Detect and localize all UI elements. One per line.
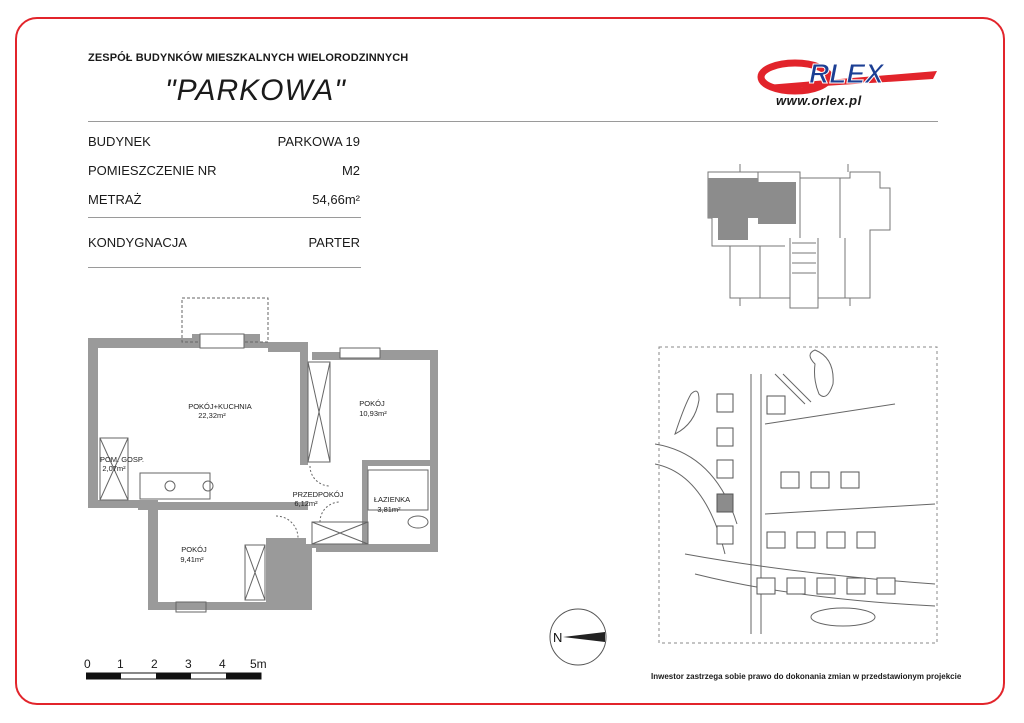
detail-label-floor: KONDYGNACJA (88, 235, 187, 250)
disclaimer-text: Inwestor zastrzega sobie prawo do dokonania zmian w przedstawionym projekcie (651, 672, 962, 681)
detail-label-area: METRAŻ (88, 192, 142, 207)
website-url[interactable]: www.orlex.pl (776, 93, 862, 108)
scale-tick-1: 1 (117, 657, 124, 671)
scale-tick-0: 0 (84, 657, 91, 671)
detail-value-building: PARKOWA 19 (277, 134, 360, 149)
complex-name: ZESPÓŁ BUDYNKÓW MIESZKALNYCH WIELORODZINNYCH (88, 52, 409, 64)
compass-icon (547, 606, 609, 668)
detail-label-building: BUDYNEK (88, 134, 151, 149)
outer-wall (88, 334, 438, 610)
scale-bar-graphic (86, 672, 262, 680)
key-plan-highlight-3 (718, 218, 748, 240)
room-area-bedroom-2: 9,41m² (180, 555, 204, 564)
detail-rule (88, 217, 361, 218)
site-plan (655, 344, 940, 644)
room-area-bedroom-1: 10,93m² (359, 409, 387, 418)
detail-value-floor: PARTER (308, 235, 360, 250)
room-name-bathroom: ŁAZIENKA (373, 495, 411, 504)
key-plan-highlight-2 (758, 182, 796, 224)
estate-name: "PARKOWA" (165, 74, 346, 107)
room-area-utility: 2,07m² (102, 464, 126, 473)
floor-plan (80, 290, 450, 620)
detail-value-unit: M2 (341, 163, 360, 178)
header-rule (88, 121, 938, 122)
site-plan-highlight (717, 494, 733, 512)
room-name-living-kitchen: POKÓJ+KUCHNIA (188, 402, 252, 411)
scale-tick-2: 2 (151, 657, 158, 671)
detail-value-area: 54,66m² (312, 192, 360, 207)
key-plan-highlight (708, 178, 758, 218)
room-name-bedroom-2: POKÓJ (181, 545, 207, 554)
room-name-hallway: PRZEDPOKÓJ (292, 490, 344, 499)
logo-text: RLEX (809, 58, 884, 89)
building-key-plan (700, 158, 895, 313)
scale-tick-4: 4 (219, 657, 226, 671)
room-name-utility: POM. GOSP. (99, 455, 145, 464)
detail-rule-bottom (88, 267, 361, 268)
scale-tick-5: 5m (250, 657, 267, 671)
room-area-bathroom: 3,81m² (377, 505, 401, 514)
room-area-living-kitchen: 22,32m² (198, 411, 226, 420)
room-name-bedroom-1: POKÓJ (359, 399, 385, 408)
detail-label-unit: POMIESZCZENIE NR (88, 163, 217, 178)
scale-tick-3: 3 (185, 657, 192, 671)
room-area-hallway: 6,12m² (294, 499, 318, 508)
compass-north-label: N (553, 630, 563, 645)
